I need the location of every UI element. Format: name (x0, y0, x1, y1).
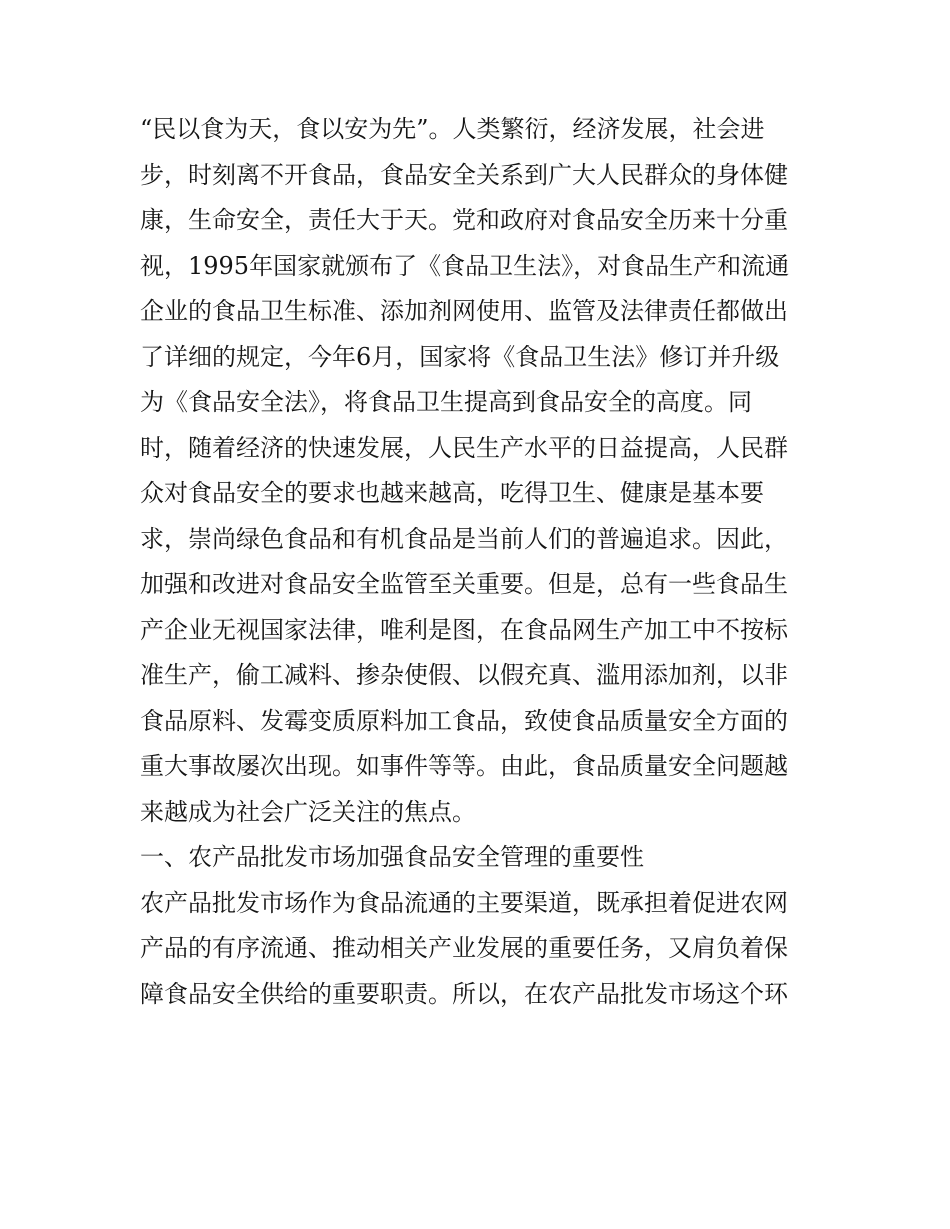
text-line: 企业的食品卫生标准、添加剂网使用、监管及法律责任都做出 (140, 297, 788, 325)
text-line: 加强和改进对食品安全监管至关重要。但是，总有一些食品生 (140, 570, 788, 598)
text-line: 视，1995年国家就颁布了《食品卫生法》，对食品生产和流通 (140, 251, 790, 280)
text-line: 障食品安全供给的重要职责。所以，在农产品批发市场这个环 (140, 979, 788, 1008)
text-line: 产品的有序流通、推动相关产业发展的重要任务，又肩负着保 (140, 934, 788, 962)
text-line: 为《食品安全法》，将食品卫生提高到食品安全的高度。同 (140, 388, 752, 416)
section-heading: 一、农产品批发市场加强食品安全管理的重要性 (140, 843, 644, 871)
text-line: 来越成为社会广泛关注的焦点。 (140, 797, 476, 826)
text-line: “民以食为天，食以安为先”。人类繁衍，经济发展，社会进 (140, 115, 765, 143)
text-line: 重大事故屡次出现。如事件等等。由此，食品质量安全问题越 (140, 752, 788, 780)
text-line: 产企业无视国家法律，唯利是图，在食品网生产加工中不按标 (140, 615, 788, 644)
text-line: 准生产，偷工减料、掺杂使假、以假充真、滥用添加剂，以非 (140, 661, 788, 689)
text-line: 农产品批发市场作为食品流通的主要渠道，既承担着促进农网 (140, 888, 788, 917)
text-line: 了详细的规定，今年6月，国家将《食品卫生法》修订并升级 (140, 342, 780, 371)
text-line: 众对食品安全的要求也越来越高，吃得卫生、健康是基本要 (140, 479, 764, 507)
text-line: 求，崇尚绿色食品和有机食品是当前人们的普遍追求。因此， (140, 524, 788, 553)
text-line: 食品原料、发霉变质原料加工食品，致使食品质量安全方面的 (140, 706, 788, 735)
text-line: 步，时刻离不开食品，食品安全关系到广大人民群众的身体健 (140, 160, 788, 189)
body-text (140, 107, 820, 1017)
text-line: 时，随着经济的快速发展，人民生产水平的日益提高，人民群 (140, 433, 788, 462)
text-line: 康，生命安全，责任大于天。党和政府对食品安全历来十分重 (140, 206, 788, 234)
